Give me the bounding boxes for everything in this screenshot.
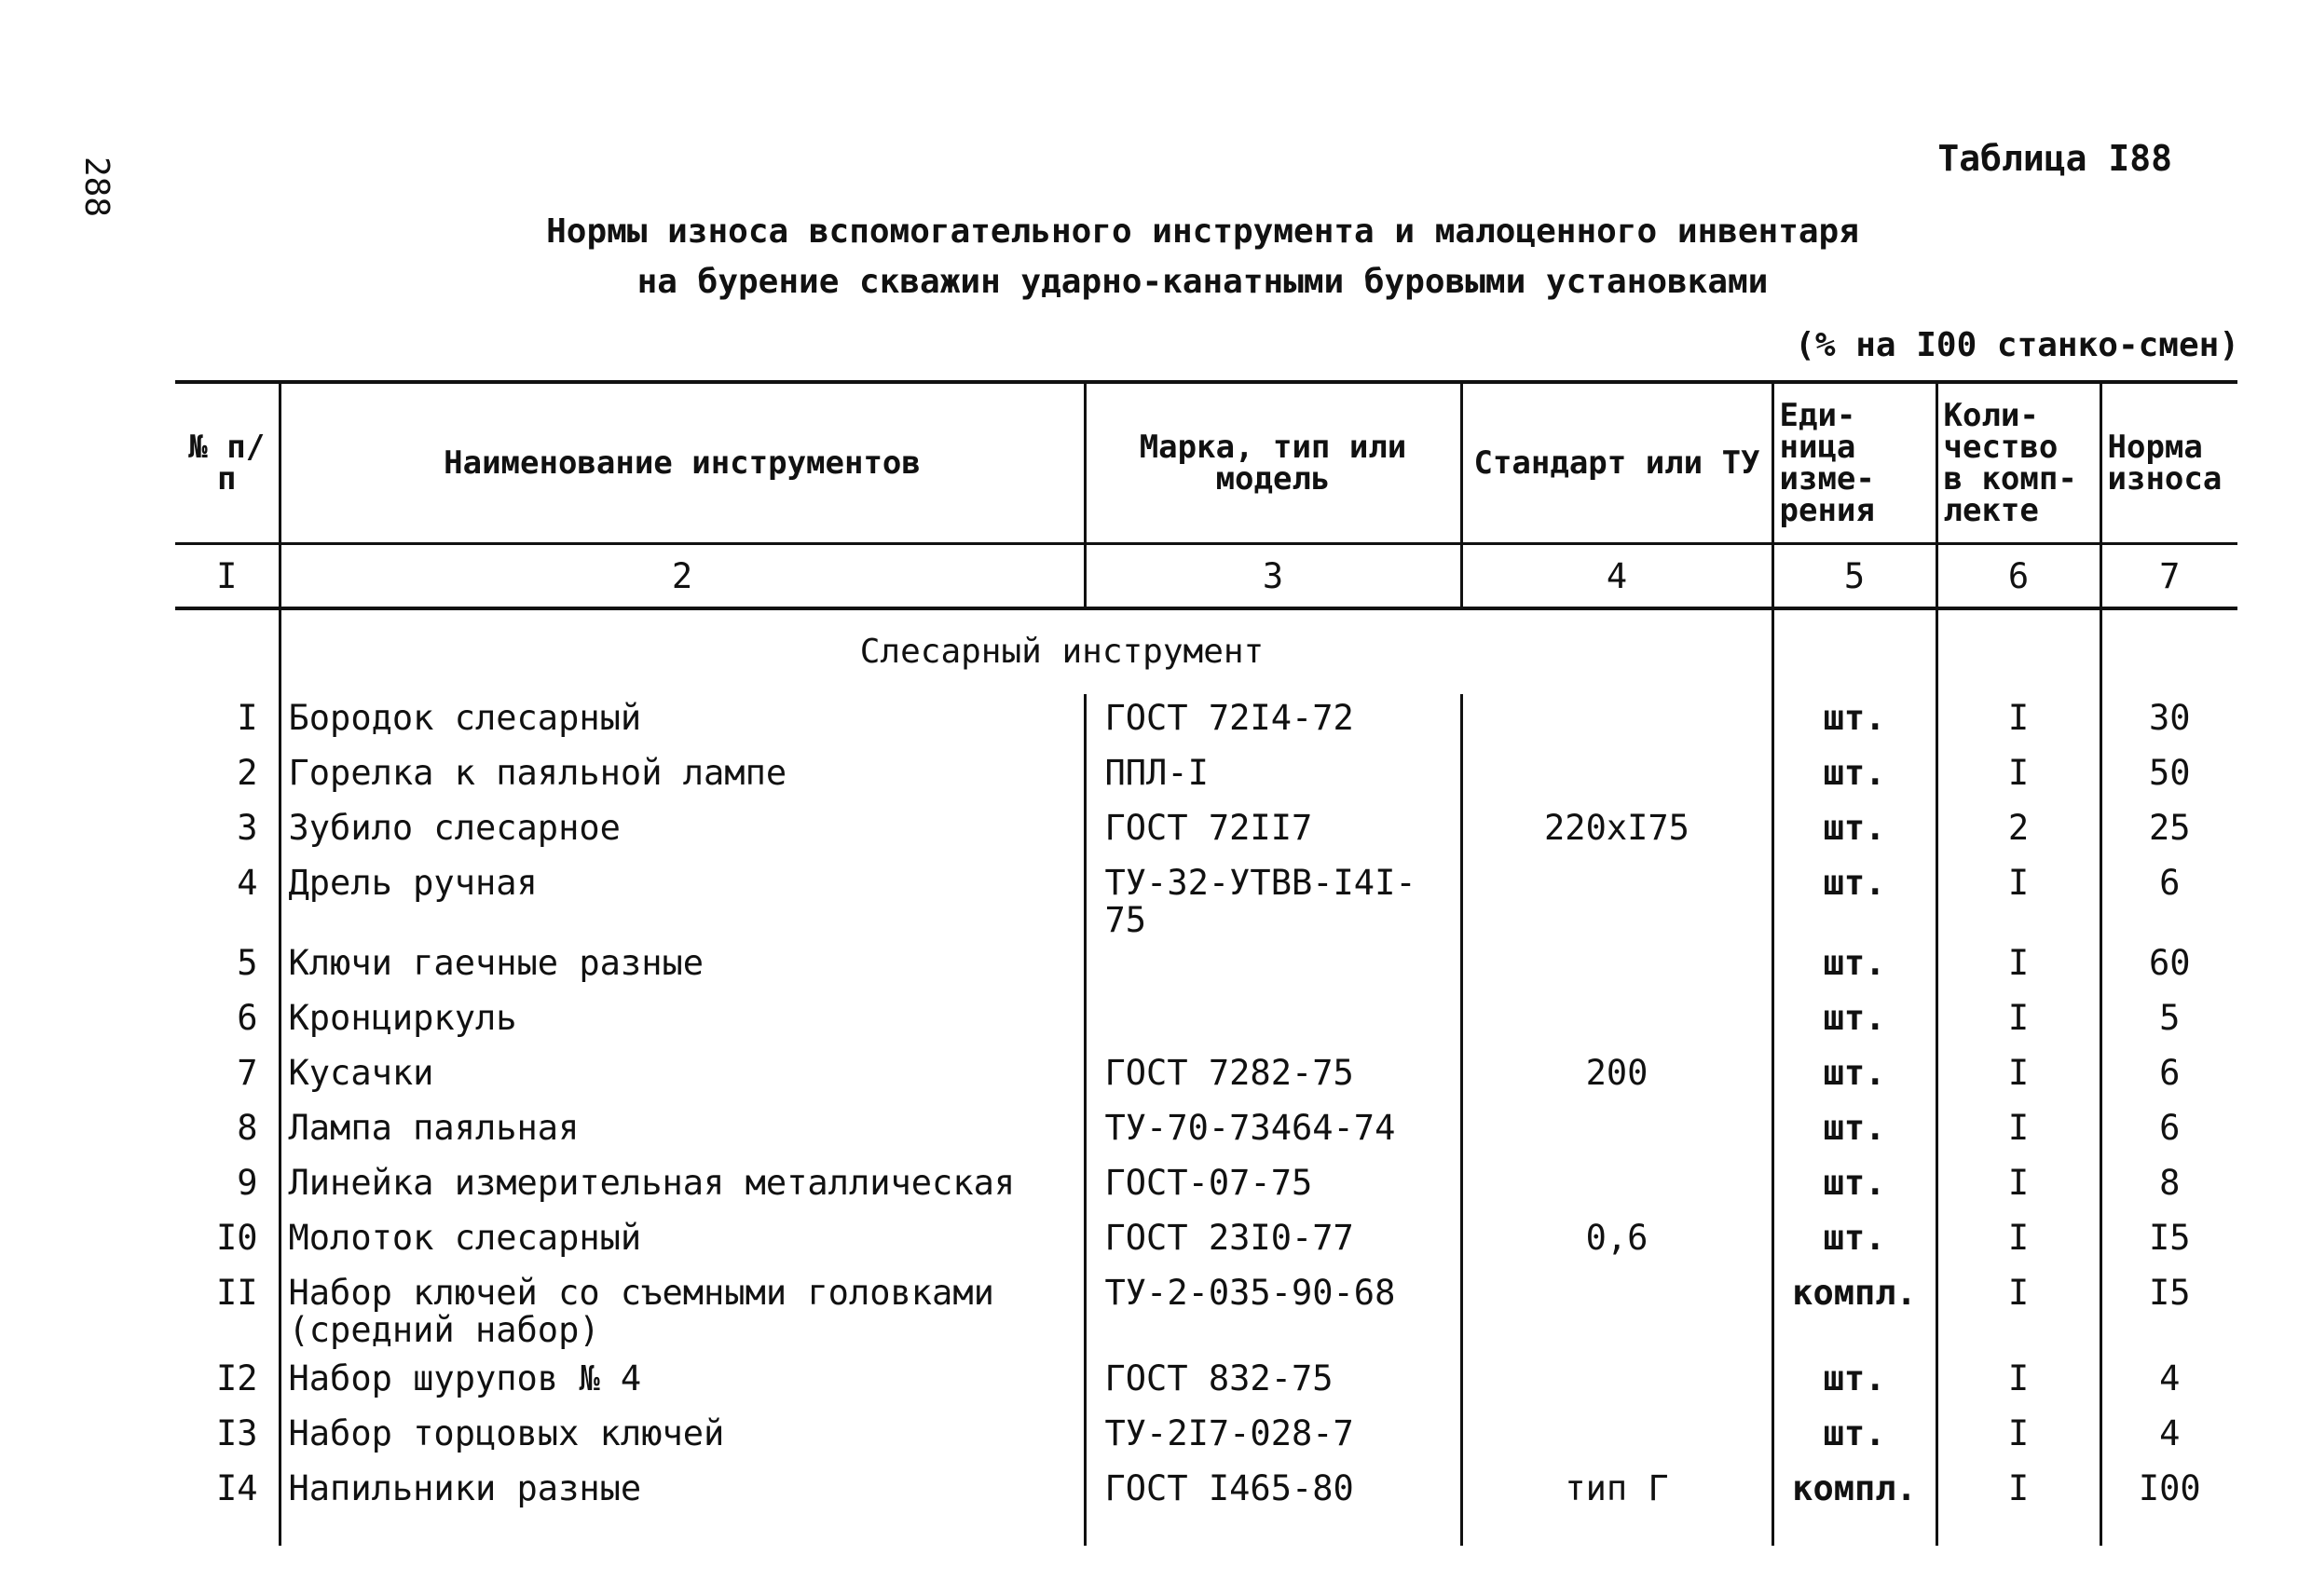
header-mark: Марка, тип или модель [1085, 382, 1461, 544]
row-number: 2 [237, 753, 258, 793]
instrument-name: Напильники разные [280, 1465, 1085, 1520]
instrument-standard [1461, 749, 1772, 804]
header-row [175, 382, 2237, 544]
instrument-name: Лампа паяльная [280, 1104, 1085, 1159]
instrument-standard: 220хI75 [1461, 804, 1772, 859]
table-row [175, 994, 2237, 1049]
page-number: 288 [77, 157, 116, 218]
quantity-in-set: I [1936, 1159, 2100, 1214]
quantity-in-set: I [1936, 994, 2100, 1049]
unit-of-measure: шт. [1772, 1214, 1936, 1269]
instrument-mark [1085, 939, 1461, 994]
quantity-in-set: 2 [1936, 804, 2100, 859]
instrument-mark [1085, 994, 1461, 1049]
unit-of-measure: шт. [1772, 749, 1936, 804]
column-number-row [175, 544, 2237, 609]
instrument-name: Набор шурупов № 4 [280, 1355, 1085, 1410]
instrument-standard [1461, 939, 1772, 994]
table-row [175, 1159, 2237, 1214]
unit-of-measure: шт. [1772, 1355, 1936, 1410]
quantity-in-set: I [1936, 1214, 2100, 1269]
header-norm: Норма износа [2100, 382, 2237, 544]
instrument-name: Линейка измерительная металлическая [280, 1159, 1085, 1214]
instrument-name: Ключи гаечные разные [280, 939, 1085, 994]
instrument-name: Набор ключей со съемными головками (средний набор) [280, 1269, 1085, 1355]
unit-of-measure: шт. [1772, 994, 1936, 1049]
header-name: Наименование инструментов [280, 382, 1085, 544]
row-number: I2 [215, 1358, 258, 1398]
instrument-name: Бородок слесарный [280, 694, 1085, 749]
quantity-in-set: I [1936, 1104, 2100, 1159]
wear-norm: 6 [2100, 859, 2237, 939]
unit-of-measure: компл. [1772, 1465, 1936, 1520]
table-row [175, 939, 2237, 994]
header-qty: Коли- чество в комп- лекте [1936, 382, 2100, 544]
column-number: I [175, 544, 280, 609]
wear-norm: 60 [2100, 939, 2237, 994]
instrument-standard [1461, 1104, 1772, 1159]
instrument-mark: ТУ-2-035-90-68 [1085, 1269, 1461, 1355]
row-number: 3 [237, 808, 258, 848]
table-row [175, 1465, 2237, 1520]
instrument-standard: 0,6 [1461, 1214, 1772, 1269]
instrument-mark: ГОСТ 72I4-72 [1085, 694, 1461, 749]
unit-of-measure: компл. [1772, 1269, 1936, 1355]
instrument-name: Набор торцовых ключей [280, 1410, 1085, 1465]
row-number: 4 [237, 863, 258, 903]
row-number: II [215, 1273, 258, 1313]
wear-norm: I00 [2100, 1465, 2237, 1520]
row-number: 6 [237, 998, 258, 1038]
instrument-mark: ТУ-32-УТВВ-I4I-75 [1085, 859, 1461, 939]
instrument-name: Горелка к паяльной лампе [280, 749, 1085, 804]
table-tail [175, 1520, 2237, 1546]
quantity-in-set: I [1936, 694, 2100, 749]
instrument-standard: 200 [1461, 1049, 1772, 1104]
wear-norm: 25 [2100, 804, 2237, 859]
instrument-standard [1461, 1269, 1772, 1355]
wear-norm: 6 [2100, 1104, 2237, 1159]
wear-norm: 4 [2100, 1355, 2237, 1410]
table-row [175, 1269, 2237, 1355]
header-num: № п/п [175, 382, 280, 544]
document-title [0, 207, 2312, 307]
quantity-in-set: I [1936, 1410, 2100, 1465]
quantity-in-set: I [1936, 1465, 2100, 1520]
instrument-mark: ГОСТ 7282-75 [1085, 1049, 1461, 1104]
title-line-1: Нормы износа вспомогательного инструмента и малоценного инвентаря [546, 212, 1859, 251]
header-unit: Еди- ница изме- рения [1772, 382, 1936, 544]
wear-norm: 5 [2100, 994, 2237, 1049]
section-row [175, 608, 2237, 694]
instrument-mark: ГОСТ I465-80 [1085, 1465, 1461, 1520]
wear-norm: 30 [2100, 694, 2237, 749]
wear-norm: 6 [2100, 1049, 2237, 1104]
section-title: Слесарный инструмент [859, 633, 1265, 671]
instrument-mark: ППЛ-I [1085, 749, 1461, 804]
table-row [175, 1104, 2237, 1159]
instrument-standard [1461, 1355, 1772, 1410]
instrument-standard [1461, 859, 1772, 939]
instrument-mark: ГОСТ-07-75 [1085, 1159, 1461, 1214]
quantity-in-set: I [1936, 749, 2100, 804]
table-row [175, 1410, 2237, 1465]
table-row [175, 1214, 2237, 1269]
row-number: I0 [215, 1218, 258, 1258]
instrument-name: Кронциркуль [280, 994, 1085, 1049]
row-number: 9 [237, 1163, 258, 1203]
unit-of-measure: шт. [1772, 804, 1936, 859]
column-number: 3 [1085, 544, 1461, 609]
wear-norm: 50 [2100, 749, 2237, 804]
instrument-name: Зубило слесарное [280, 804, 1085, 859]
instrument-mark: ГОСТ 72II7 [1085, 804, 1461, 859]
instrument-standard [1461, 694, 1772, 749]
table-label: Таблица I88 [1937, 138, 2172, 179]
instrument-mark: ГОСТ 23I0-77 [1085, 1214, 1461, 1269]
row-number: I [237, 698, 258, 738]
row-number: I3 [215, 1413, 258, 1453]
column-number: 7 [2100, 544, 2237, 609]
table-row [175, 804, 2237, 859]
header-standard: Стандарт или ТУ [1461, 382, 1772, 544]
unit-of-measure: шт. [1772, 1159, 1936, 1214]
unit-of-measure: шт. [1772, 1410, 1936, 1465]
column-number: 4 [1461, 544, 1772, 609]
instrument-name: Молоток слесарный [280, 1214, 1085, 1269]
unit-of-measure: шт. [1772, 859, 1936, 939]
instrument-name: Кусачки [280, 1049, 1085, 1104]
quantity-in-set: I [1936, 859, 2100, 939]
table-row [175, 1049, 2237, 1104]
wear-norm: 4 [2100, 1410, 2237, 1465]
instrument-mark: ТУ-70-73464-74 [1085, 1104, 1461, 1159]
table-row [175, 749, 2237, 804]
instrument-standard [1461, 994, 1772, 1049]
instrument-name: Дрель ручная [280, 859, 1085, 939]
table-row [175, 694, 2237, 749]
instrument-mark: ТУ-2I7-028-7 [1085, 1410, 1461, 1465]
quantity-in-set: I [1936, 1269, 2100, 1355]
column-number: 6 [1936, 544, 2100, 609]
column-number: 2 [280, 544, 1085, 609]
wear-norm: I5 [2100, 1269, 2237, 1355]
instrument-standard [1461, 1159, 1772, 1214]
row-number: 5 [237, 943, 258, 983]
wear-norms-table [175, 380, 2237, 1546]
row-number: 7 [237, 1053, 258, 1093]
title-line-2: на бурение скважин ударно-канатными буровыми установками [636, 263, 1769, 301]
column-number: 5 [1772, 544, 1936, 609]
quantity-in-set: I [1936, 1049, 2100, 1104]
row-number: 8 [237, 1108, 258, 1148]
quantity-in-set: I [1936, 939, 2100, 994]
table-row [175, 1355, 2237, 1410]
instrument-standard: тип Г [1461, 1465, 1772, 1520]
instrument-standard [1461, 1410, 1772, 1465]
table-row [175, 859, 2237, 939]
unit-of-measure: шт. [1772, 939, 1936, 994]
unit-of-measure: шт. [1772, 1104, 1936, 1159]
unit-of-measure: шт. [1772, 1049, 1936, 1104]
wear-norm: I5 [2100, 1214, 2237, 1269]
units-note: (% на I00 станко-смен) [1795, 326, 2239, 364]
instrument-mark: ГОСТ 832-75 [1085, 1355, 1461, 1410]
quantity-in-set: I [1936, 1355, 2100, 1410]
wear-norm: 8 [2100, 1159, 2237, 1214]
unit-of-measure: шт. [1772, 694, 1936, 749]
row-number: I4 [215, 1468, 258, 1508]
